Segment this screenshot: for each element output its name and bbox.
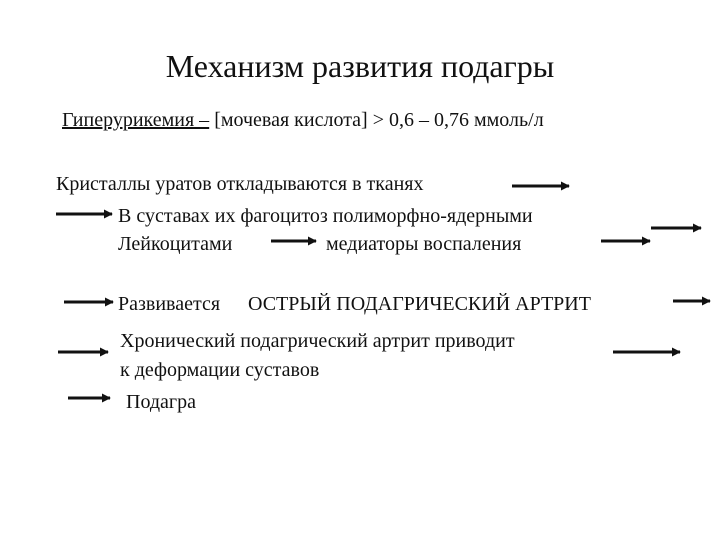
text-gout: Подагра	[126, 391, 196, 413]
hyperuricemia-term: Гиперурикемия –	[62, 109, 210, 131]
text-develops: Развивается	[118, 293, 221, 315]
text-inflammation-mediators: медиаторы воспаления	[326, 233, 522, 255]
text-leukocytes: Лейкоцитами	[118, 233, 233, 255]
text-crystals: Кристаллы уратов откладываются в тканях	[56, 173, 424, 195]
page-title: Механизм развития подагры	[165, 48, 555, 84]
text-joint-deformation: к деформации суставов	[120, 359, 320, 381]
text-acute-gouty-arthritis: ОСТРЫЙ ПОДАГРИЧЕСКИЙ АРТРИТ	[248, 293, 591, 315]
text-phagocytosis: В суставах их фагоцитоз полиморфно-ядерными	[118, 205, 533, 227]
uric-acid-threshold: [мочевая кислота] > 0,6 – 0,76 ммоль/л	[209, 109, 544, 131]
text-chronic-arthritis: Хронический подагрический артрит приводит	[120, 330, 515, 352]
